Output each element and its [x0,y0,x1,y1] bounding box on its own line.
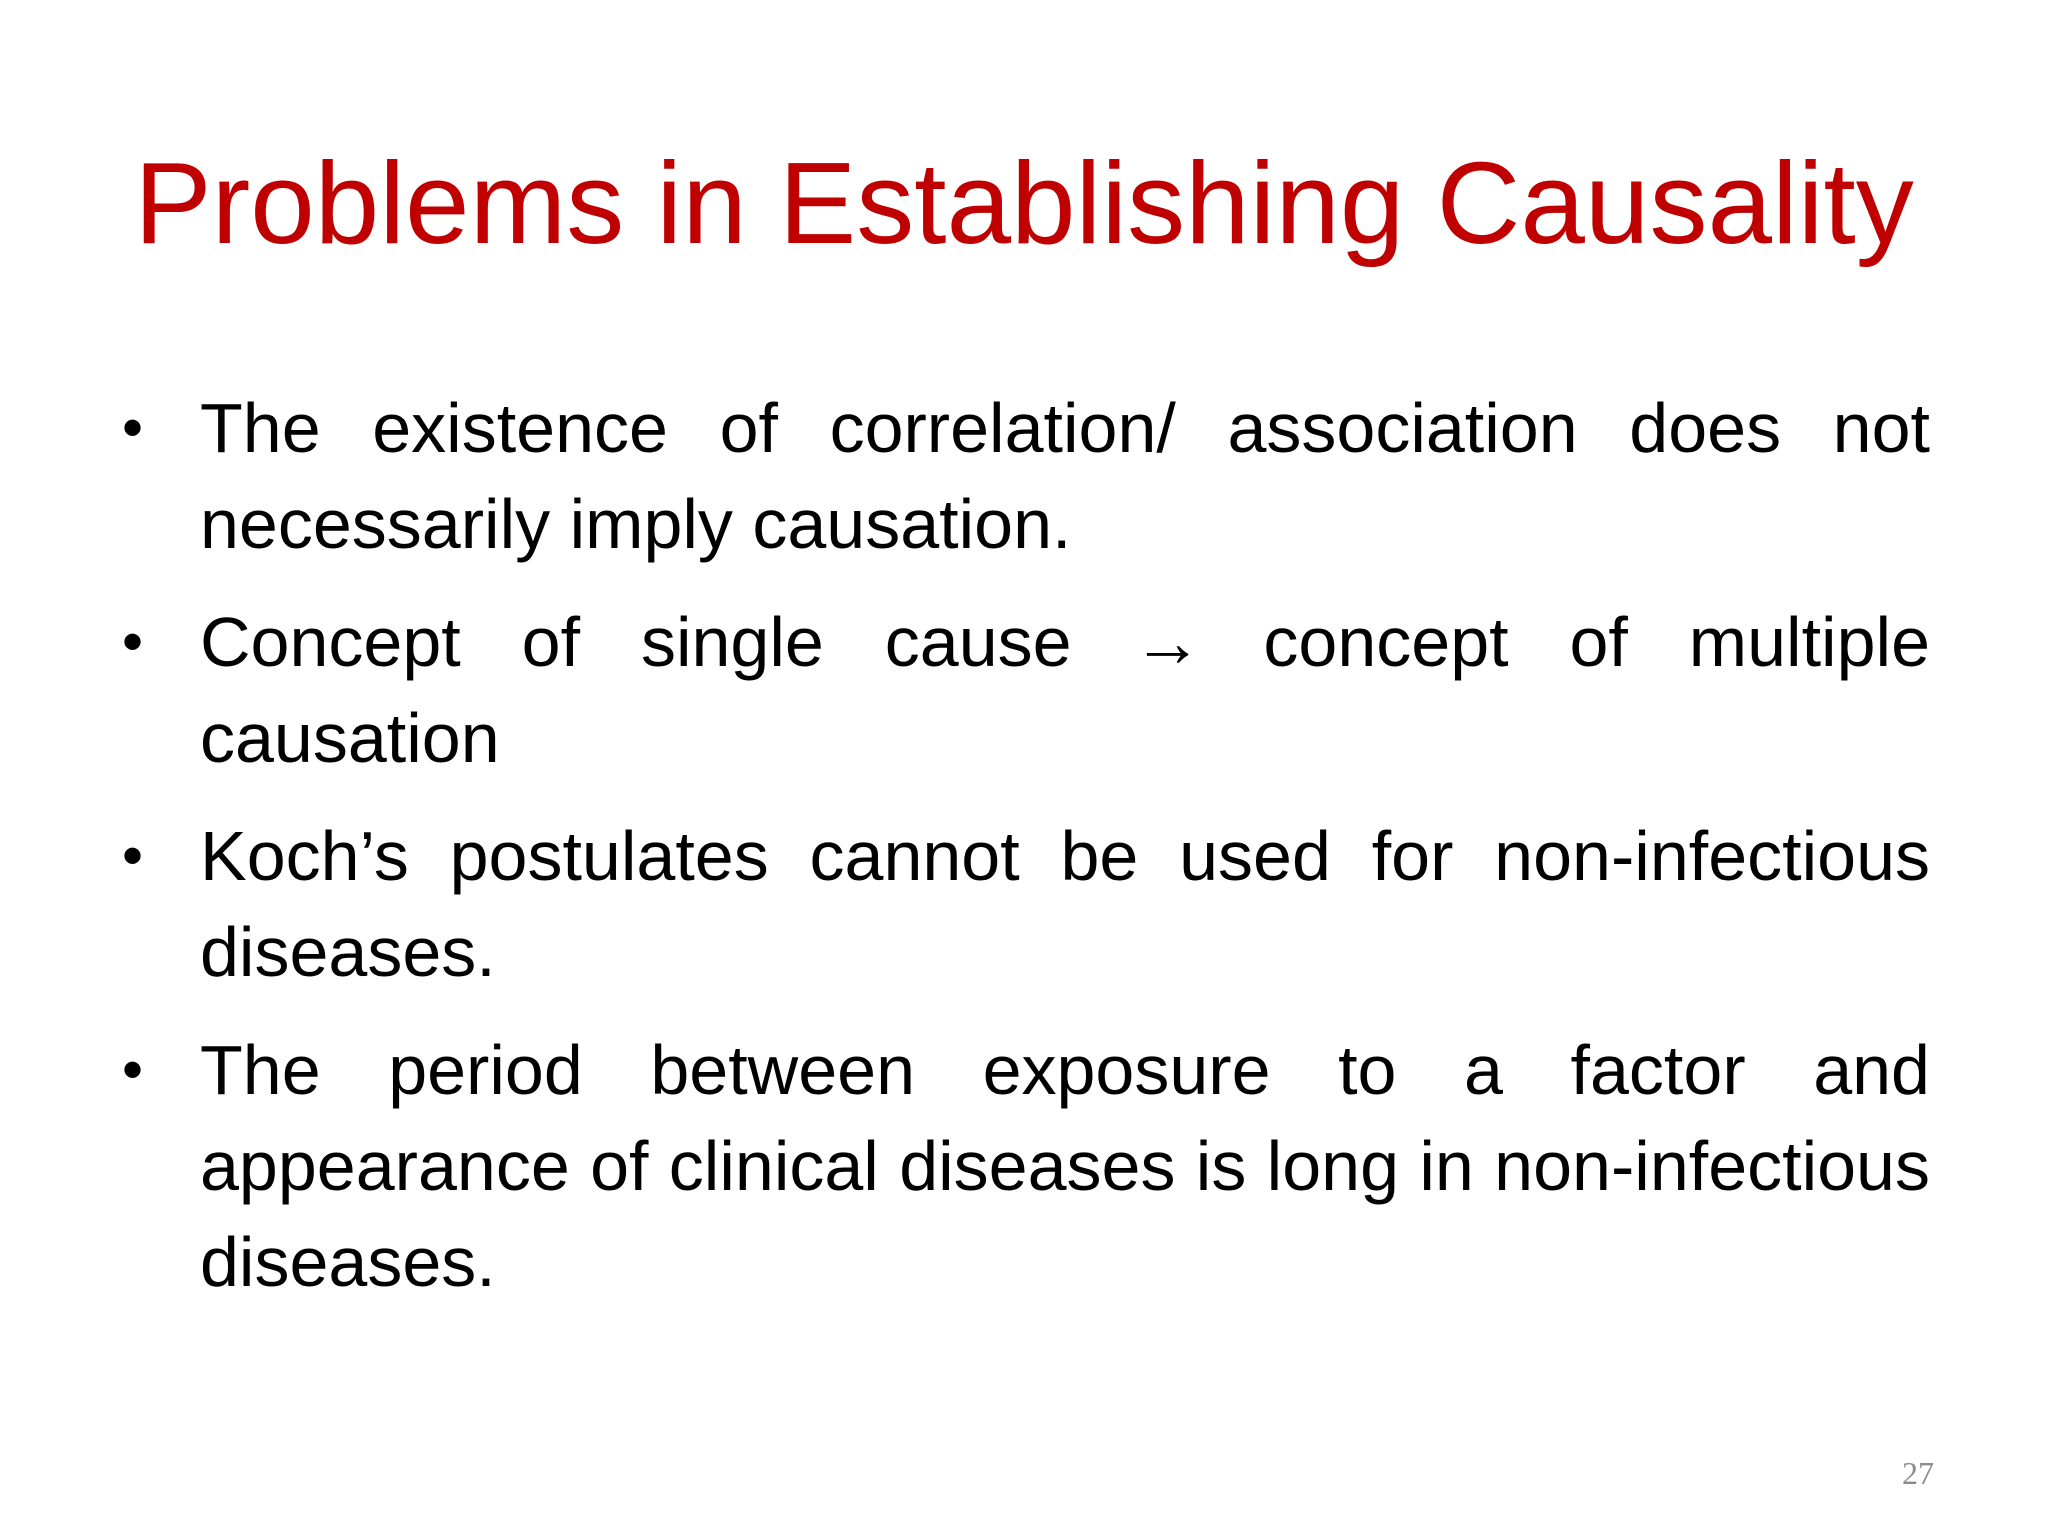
bullet-icon: • [122,608,144,675]
bullet-text: Concept of single cause → concept of multiple causation [200,603,1930,777]
bullet-item [122,808,1930,1000]
page-number: 27 [1902,1455,1934,1491]
bullet-text: The period between exposure to a factor and appearance of clinical diseases is long in non-infectious diseases. [200,1031,1930,1301]
bullet-text: The existence of correlation/ association does not necessarily imply causation. [200,389,1930,563]
bullet-text: Koch’s postulates cannot be used for non-infectious diseases. [200,817,1930,991]
bullet-list [122,380,1930,1332]
slide-title: Problems in Establishing Causality [134,138,1914,268]
bullet-icon: • [122,822,144,889]
bullet-icon: • [122,1036,144,1103]
bullet-item [122,1022,1930,1310]
bullet-icon: • [122,394,144,461]
bullet-item [122,380,1930,572]
bullet-item [122,594,1930,786]
